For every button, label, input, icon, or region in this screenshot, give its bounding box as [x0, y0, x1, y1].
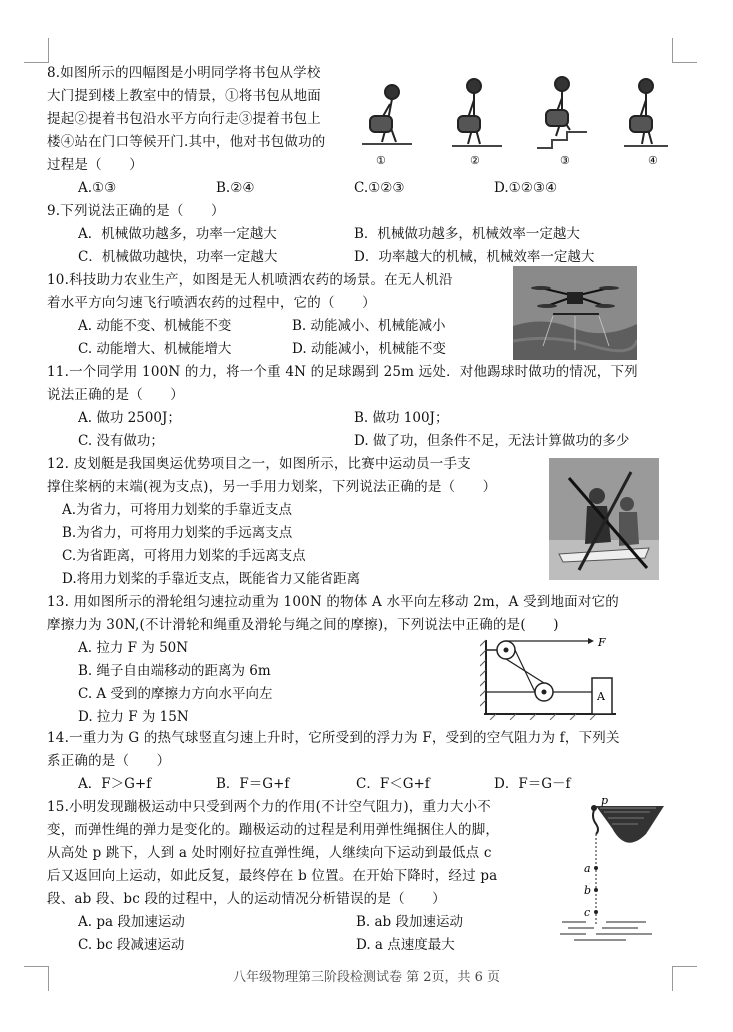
- q8-fig-label-3: ③: [560, 154, 570, 167]
- q8-line-3: 提起②提着书包沿水平方向行走③提着书包上: [47, 111, 321, 127]
- q10-option-b: B. 动能减小、机械能减小: [292, 318, 446, 334]
- q11-line-1: 11.一个同学用 100N 的力，将一个重 4N 的足球踢到 25m 远处．对他踢球时做功的情况，下列: [47, 364, 638, 380]
- q8-fig-label-2: ②: [470, 154, 480, 167]
- q11-option-c: C. 没有做功；: [78, 433, 164, 449]
- q12-line-2: 撑住桨柄的末端(视为支点)，另一手用力划桨，下列说法正确的是（ ）: [47, 479, 497, 495]
- q12-kayak-photo: [549, 458, 659, 580]
- q15-option-d: D. a 点速度最大: [356, 937, 455, 953]
- q10-drone-photo: [513, 266, 637, 360]
- q9-stem: 9.下列说法正确的是（ ）: [47, 203, 225, 219]
- q13-line-1: 13. 用如图所示的滑轮组匀速拉动重为 100N 的物体 A 水平向左移动 2m，A 受到地面对它的: [47, 594, 619, 610]
- q8-option-d: D.①②③④: [494, 180, 558, 196]
- q14-option-d: D．F＝G－f: [494, 776, 571, 792]
- q15-line-1: 15.小明发现蹦极运动中只受到两个力的作用(不计空气阻力)，重力大小不: [47, 799, 492, 815]
- q13-option-c: C. A 受到的摩擦力方向水平向左: [78, 686, 273, 702]
- crop-mark-top-left: [24, 38, 49, 63]
- q13-option-d: D. 拉力 F 为 15N: [78, 709, 189, 725]
- q14-line-1: 14.一重力为 G 的热气球竖直匀速上升时，它所受到的浮力为 F，受到的空气阻力为 f，下列关: [47, 730, 620, 746]
- q8-line-5: 过程是（ ）: [47, 157, 143, 173]
- q15-label-c: c: [584, 906, 591, 919]
- q12-option-d: D.将用力划桨的手靠近支点，既能省力又能省距离: [62, 571, 361, 587]
- q15-label-b: b: [584, 884, 592, 897]
- q15-line-5: 段、ab 段、bc 段的过程中，人的运动情况分析错误的是（ ）: [47, 891, 446, 907]
- figure-person-climbing-stairs: [537, 77, 587, 148]
- q12-option-a: A.为省力，可将用力划桨的手靠近支点: [62, 502, 293, 518]
- q15-line-2: 变，而弹性绳的弹力是变化的。蹦极运动的过程是利用弹性绳捆住人的脚，: [47, 822, 500, 838]
- q14-option-a: A．F＞G+f: [78, 776, 152, 792]
- q13-force-label: F: [598, 636, 606, 649]
- q15-bungee-diagram: [556, 794, 666, 946]
- q11-option-a: A. 做功 2500J；: [78, 410, 181, 426]
- q15-label-a: a: [584, 862, 591, 875]
- q11-option-b: B. 做功 100J；: [354, 410, 449, 426]
- q11-option-d: D. 做了功，但条件不足，无法计算做功的多少: [354, 433, 630, 449]
- q10-line-1: 10.科技助力农业生产，如图是无人机喷洒农药的场景。在无人机沿: [47, 272, 453, 288]
- q9-option-d: D．功率越大的机械，机械效率一定越大: [354, 249, 595, 265]
- q8-line-4: 楼④站在门口等候开门.其中，他对书包做功的: [47, 134, 326, 150]
- q12-line-1: 12. 皮划艇是我国奥运优势项目之一，如图所示，比赛中运动员一手支: [47, 456, 471, 472]
- q10-option-d: D. 动能减小，机械能不变: [292, 341, 446, 357]
- q8-line-1: 8.如图所示的四幅图是小明同学将书包从学校: [47, 65, 321, 81]
- q15-option-b: B. ab 段加速运动: [356, 914, 463, 930]
- q10-line-2: 着水平方向匀速飞行喷洒农药的过程中，它的（ ）: [47, 295, 376, 311]
- q15-option-c: C. bc 段减速运动: [78, 937, 185, 953]
- q15-line-4: 后又返回向上运动，如此反复，最终停在 b 位置。在开始下降时，经过 pa: [47, 868, 498, 884]
- q9-option-a: A．机械做功越多，功率一定越大: [78, 226, 277, 242]
- q13-line-2: 摩擦力为 30N,(不计滑轮和绳重及滑轮与绳之间的摩擦)，下列说法中正确的是( ): [47, 617, 559, 633]
- q13-pulley-diagram: [480, 636, 620, 720]
- figure-person-lifting: [362, 85, 412, 144]
- crop-mark-top-right: [672, 38, 697, 63]
- q15-label-p: p: [601, 794, 609, 807]
- q10-option-a: A. 动能不变、机械能不变: [78, 318, 232, 334]
- q8-fig-label-4: ④: [648, 154, 658, 167]
- q8-option-a: A.①③: [78, 180, 117, 196]
- q13-block-label: A: [597, 690, 605, 703]
- q14-option-c: C．F＜G+f: [356, 776, 430, 792]
- q12-option-b: B.为省力，可将用力划桨的手远离支点: [62, 525, 293, 541]
- q14-line-2: 系正确的是（ ）: [47, 753, 171, 769]
- q15-option-a: A. pa 段加速运动: [78, 914, 185, 930]
- q9-option-b: B．机械做功越多，机械效率一定越大: [354, 226, 580, 242]
- q14-option-b: B．F＝G+f: [216, 776, 290, 792]
- q8-figure-schoolbag: [362, 70, 672, 170]
- q13-option-a: A. 拉力 F 为 50N: [78, 640, 189, 656]
- q13-option-b: B. 绳子自由端移动的距离为 6m: [78, 663, 271, 679]
- q8-option-c: C.①②③: [354, 180, 405, 196]
- figure-person-walking: [452, 79, 502, 146]
- q10-option-c: C. 动能增大、机械能增大: [78, 341, 232, 357]
- q15-line-3: 从高处 p 跳下，人到 a 处时刚好拉直弹性绳，人继续向下运动到最低点 c: [47, 845, 492, 861]
- q8-option-b: B.②④: [216, 180, 255, 196]
- q12-option-c: C.为省距离，可将用力划桨的手远离支点: [62, 548, 306, 564]
- q8-fig-label-1: ①: [376, 154, 386, 167]
- figure-person-waiting: [624, 79, 668, 146]
- page-footer: 八年级物理第三阶段检测试卷 第 2页，共 6 页: [232, 970, 501, 985]
- q9-option-c: C．机械做功越快，功率一定越大: [78, 249, 278, 265]
- q11-line-2: 说法正确的是（ ）: [47, 387, 184, 403]
- q8-line-2: 大门提到楼上教室中的情景，①将书包从地面: [47, 88, 321, 104]
